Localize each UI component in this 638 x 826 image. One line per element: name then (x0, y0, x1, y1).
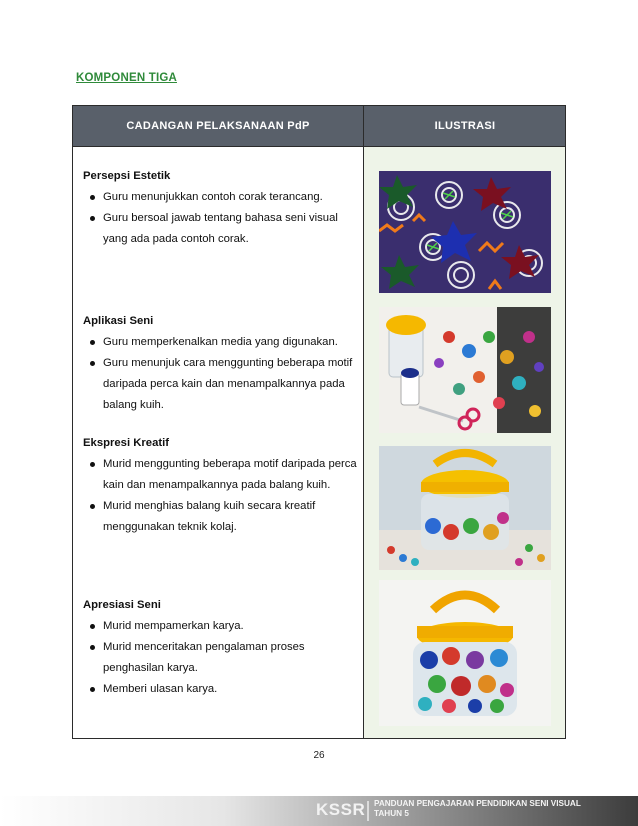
block-title: Persepsi Estetik (83, 170, 171, 182)
list-item: Guru bersoal jawab tentang bahasa seni visual yang ada pada contoh corak. (83, 208, 361, 250)
footer-line-2: TAHUN 5 (374, 809, 409, 818)
list-item: Guru menunjuk cara menggunting beberapa motif daripada perca kain dan menampalkannya pada balang kuih. (83, 353, 361, 416)
illustration-finished-jar-image (379, 580, 551, 726)
list-item: Memberi ulasan karya. (83, 679, 361, 700)
list-item: Guru memperkenalkan media yang digunakan. (83, 332, 361, 353)
block-title: Apresiasi Seni (83, 599, 161, 611)
header-cadangan: CADANGAN PELAKSANAAN PdP (126, 120, 310, 132)
section-title: KOMPONEN TIGA (76, 72, 177, 84)
block-title: Aplikasi Seni (83, 315, 154, 327)
header-ilustrasi: ILUSTRASI (434, 120, 496, 132)
table-header (73, 106, 565, 147)
list-item: Murid menggunting beberapa motif daripada perca kain dan menampalkannya pada balang kuih. (83, 454, 361, 496)
footer-title (374, 799, 634, 819)
list-item: Murid menghias balang kuih secara kreatif menggunakan teknik kolaj. (83, 496, 361, 538)
block-persepsi-estetik (83, 166, 361, 250)
list-item: Guru menunjukkan contoh corak terancang. (83, 187, 361, 208)
illustration-pattern-image (379, 171, 551, 293)
lesson-table (72, 105, 566, 739)
page-number: 26 (313, 750, 325, 761)
block-title: Ekspresi Kreatif (83, 437, 170, 449)
illustration-materials-image (379, 307, 551, 433)
footer-line-1: PANDUAN PENGAJARAN PENDIDIKAN SENI VISUAL (374, 799, 581, 808)
list-item: Murid menceritakan pengalaman proses penghasilan karya. (83, 637, 361, 679)
illustration-jar-process-image (379, 446, 551, 570)
footer-logo: KSSR (316, 800, 366, 819)
block-aplikasi-seni (83, 311, 361, 416)
block-apresiasi-seni (83, 595, 361, 700)
footer-divider (367, 801, 369, 821)
list-item: Murid mempamerkan karya. (83, 616, 361, 637)
block-ekspresi-kreatif (83, 433, 361, 538)
